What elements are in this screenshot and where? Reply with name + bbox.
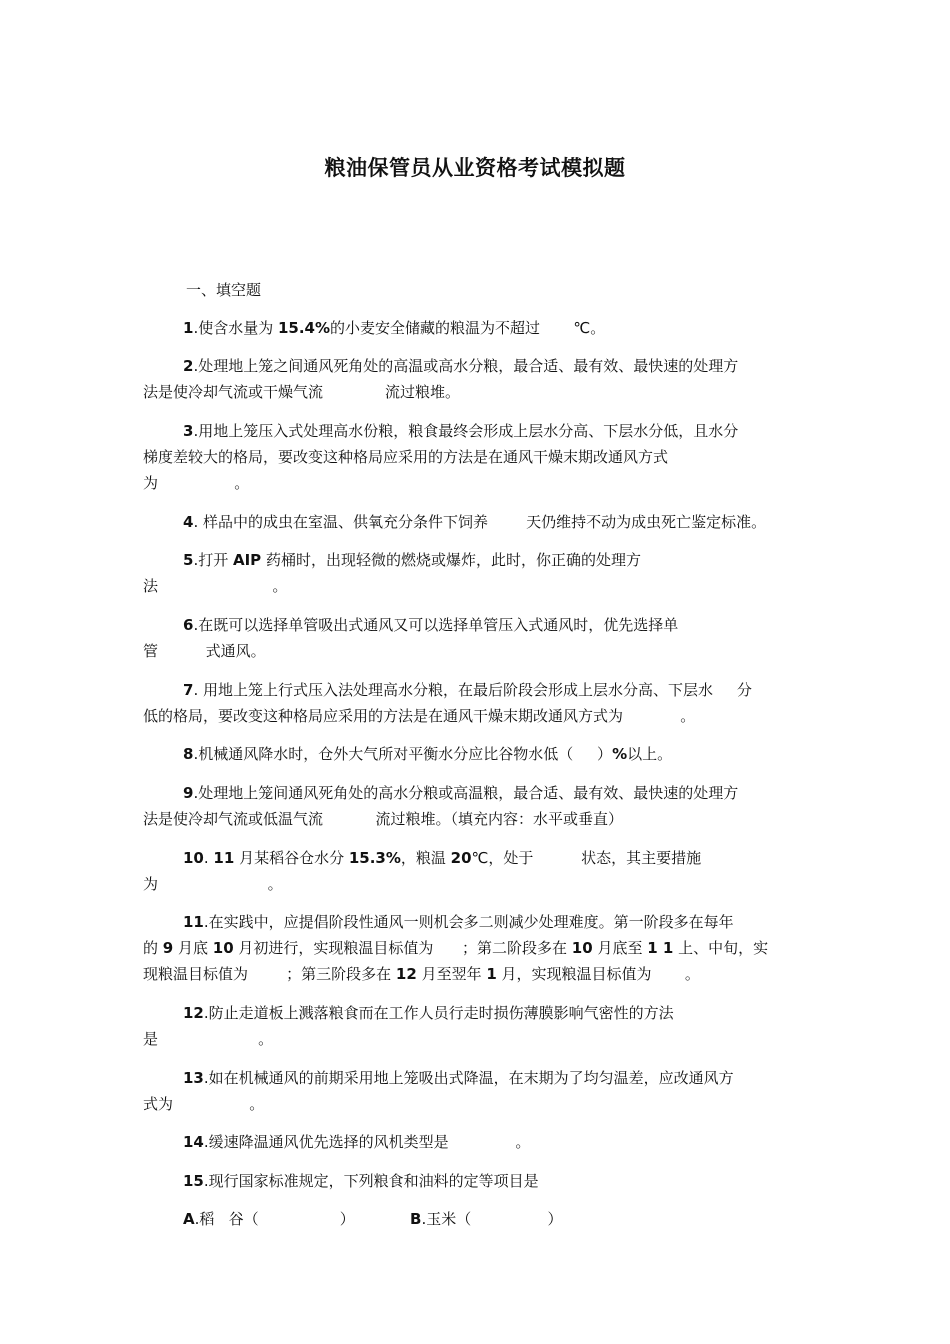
question-12-line-2: 是 。 xyxy=(143,1030,274,1048)
question-text: 月某稻谷仓水分 xyxy=(234,849,349,867)
question-text: 的小麦安全储藏的粮温为不超过 ℃。 xyxy=(330,319,606,337)
question-value: 15.3% xyxy=(348,849,401,867)
question-value: 15.4% xyxy=(277,319,331,337)
question-value: 1 1 xyxy=(647,939,674,957)
question-text: .机械通风降水时，仓外大气所对平衡水分应比谷物水低（ ） xyxy=(193,745,613,763)
question-number: 6 xyxy=(183,616,194,634)
question-text: 月初进行，实现粮温目标值为 ；第二阶段多在 xyxy=(233,939,572,957)
question-value: AIP xyxy=(232,551,262,569)
option-label: B xyxy=(410,1210,422,1228)
question-text: .使含水量为 xyxy=(193,319,278,337)
question-9 xyxy=(183,783,738,803)
question-13-line-2: 式为 。 xyxy=(143,1095,265,1113)
question-text: .在实践中，应提倡阶段性通风一则机会多二则减少处理难度。第一阶段多在每年 xyxy=(203,913,734,931)
question-value: 10 xyxy=(212,939,234,957)
question-value: 10 xyxy=(571,939,593,957)
question-number: 3 xyxy=(183,422,194,440)
question-value: 9 xyxy=(162,939,174,957)
option-label: A xyxy=(183,1210,195,1228)
question-text: 月，实现粮温目标值为 。 xyxy=(496,965,700,983)
question-number: 15 xyxy=(183,1172,204,1190)
question-value: 1 xyxy=(486,965,497,983)
question-text: .缓速降温通风优先选择的风机类型是 。 xyxy=(203,1133,531,1151)
question-number: 8 xyxy=(183,745,194,763)
question-text: 药桶时，出现轻微的燃烧或爆炸，此时，你正确的处理方 xyxy=(261,551,641,569)
question-15 xyxy=(183,1171,539,1191)
question-value: 11 xyxy=(213,849,235,867)
question-11-line-3 xyxy=(143,964,700,984)
question-text: .防止走道板上溅落粮食而在工作人员行走时损伤薄膜影响气密性的方法 xyxy=(203,1004,674,1022)
question-text: .处理地上笼间通风死角处的高水分粮或高温粮，最合适、最有效、最快速的处理方 xyxy=(193,784,739,802)
question-6-line-2: 管 式通风。 xyxy=(143,642,266,660)
question-3-line-3: 为 。 xyxy=(143,474,250,492)
question-number: 1 xyxy=(183,319,194,337)
question-text: . xyxy=(203,849,214,867)
question-number: 13 xyxy=(183,1069,204,1087)
question-text: 月底 xyxy=(173,939,213,957)
question-text: .如在机械通风的前期采用地上笼吸出式降温，在末期为了均匀温差，应改通风方 xyxy=(203,1069,734,1087)
question-11-line-2 xyxy=(143,938,768,958)
question-11 xyxy=(183,912,734,932)
question-text: 的 xyxy=(143,939,163,957)
question-number: 10 xyxy=(183,849,204,867)
question-13 xyxy=(183,1068,734,1088)
question-text: 月底至 xyxy=(592,939,648,957)
question-text: 以上。 xyxy=(627,745,673,763)
question-number: 4 xyxy=(183,513,194,531)
question-1 xyxy=(183,318,605,338)
question-14 xyxy=(183,1132,530,1152)
question-2 xyxy=(183,356,738,376)
question-6 xyxy=(183,615,678,635)
question-value: 20 xyxy=(450,849,472,867)
question-text: .用地上笼压入式处理高水份粮，粮食最终会形成上层水分高、下层水分低，且水分 xyxy=(193,422,739,440)
option-b xyxy=(410,1209,563,1229)
page-title: 粮油保管员从业资格考试模拟题 xyxy=(324,156,626,180)
option-a xyxy=(183,1209,355,1229)
question-text: .在既可以选择单管吸出式通风又可以选择单管压入式通风时，优先选择单 xyxy=(193,616,679,634)
question-5-line-2: 法 。 xyxy=(143,577,288,595)
question-text: 月至翌年 xyxy=(416,965,487,983)
question-text: 现粮温目标值为 ；第三阶段多在 xyxy=(143,965,396,983)
question-text: .处理地上笼之间通风死角处的高温或高水分粮，最合适、最有效、最快速的处理方 xyxy=(193,357,739,375)
question-value: % xyxy=(612,745,628,763)
question-number: 2 xyxy=(183,357,194,375)
question-number: 11 xyxy=(183,913,204,931)
question-4 xyxy=(183,512,766,532)
question-number: 14 xyxy=(183,1133,204,1151)
question-text: 上、中旬，实 xyxy=(673,939,769,957)
question-number: 12 xyxy=(183,1004,204,1022)
question-5 xyxy=(183,550,641,570)
question-3 xyxy=(183,421,738,441)
question-text: ，粮温 xyxy=(400,849,451,867)
question-3-line-2: 梯度差较大的格局，要改变这种格局应采用的方法是在通风干燥末期改通风方式 xyxy=(143,448,669,466)
option-text: .稻 谷（ ） xyxy=(194,1210,355,1228)
option-text: .玉米（ ） xyxy=(421,1210,563,1228)
question-text: ℃，处于 状态，其主要措施 xyxy=(471,849,702,867)
question-9-line-2: 法是使冷却气流或低温气流 流过粮堆。（填充内容：水平或垂直） xyxy=(143,810,623,828)
question-value: 12 xyxy=(395,965,417,983)
question-text: .打开 xyxy=(193,551,233,569)
section-heading: 一、填空题 xyxy=(186,281,262,299)
question-12 xyxy=(183,1003,674,1023)
question-7 xyxy=(183,680,752,700)
question-8 xyxy=(183,744,672,764)
question-7-line-2: 低的格局，要改变这种格局应采用的方法是在通风干燥末期改通风方式为 。 xyxy=(143,707,696,725)
question-number: 5 xyxy=(183,551,194,569)
question-text: . 用地上笼上行式压入法处理高水分粮，在最后阶段会形成上层水分高、下层水 分 xyxy=(193,681,752,699)
question-number: 7 xyxy=(183,681,194,699)
question-10 xyxy=(183,848,701,868)
question-text: . 样品中的成虫在室温、供氧充分条件下饲养 天仍维持不动为成虫死亡鉴定标准。 xyxy=(193,513,767,531)
question-10-line-2: 为 。 xyxy=(143,875,283,893)
question-number: 9 xyxy=(183,784,194,802)
question-2-line-2: 法是使冷却气流或干燥气流 流过粮堆。 xyxy=(143,383,460,401)
question-text: .现行国家标准规定，下列粮食和油料的定等项目是 xyxy=(203,1172,539,1190)
